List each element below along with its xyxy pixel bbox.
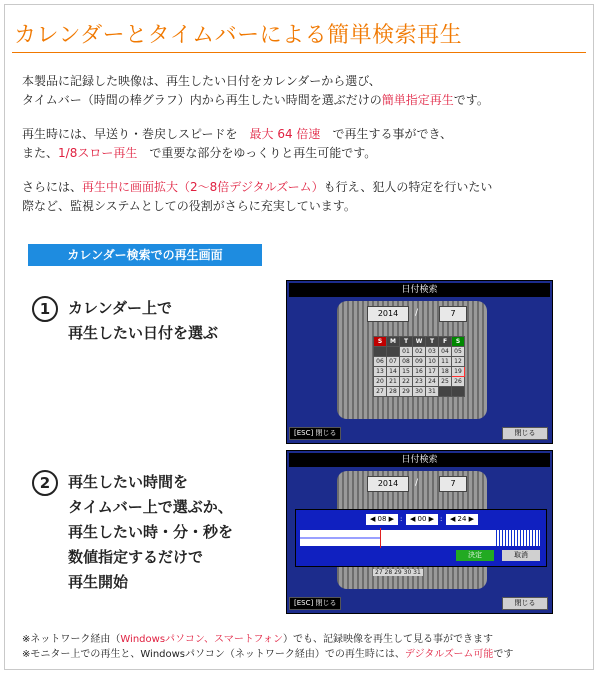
weekday-header: M [387, 337, 400, 347]
cancel-button[interactable]: 取消 [502, 550, 540, 561]
step-2-line: タイムバー上で選ぶか、 [68, 498, 233, 516]
step-2-text [68, 470, 233, 595]
step-1-number: 1 [32, 296, 58, 322]
calendar-day[interactable]: 23 [413, 377, 426, 387]
weekday-header: S [452, 337, 465, 347]
timebar-recorded-range [300, 537, 380, 539]
year-field[interactable]: 2014 [367, 306, 409, 322]
timebar-panel [295, 509, 547, 567]
p2-line1: 再生時には、早送り・巻戻しスピードを [22, 127, 250, 141]
second-stepper[interactable]: ◀ 24 ▶ [446, 514, 478, 525]
timebar-recording-marks [496, 530, 540, 546]
year-field[interactable]: 2014 [367, 476, 409, 492]
weekday-header: S [374, 337, 387, 347]
note-1-highlight: Windowsパソコン、スマートフォン [120, 634, 284, 645]
calendar-partial-row: 27 28 29 30 31 [375, 569, 421, 576]
paragraph-2 [22, 125, 452, 163]
note-1 [22, 632, 493, 647]
p1-line2-end: です。 [453, 93, 489, 107]
calendar-day-empty [374, 347, 387, 357]
month-field[interactable]: 7 [439, 306, 467, 322]
note-1-start: ※ネットワーク経由（ [22, 634, 121, 645]
paragraph-3 [22, 178, 492, 216]
time-separator: : [440, 515, 443, 523]
date-separator: / [415, 308, 419, 318]
calendar-day[interactable]: 28 [387, 387, 400, 397]
calendar-day[interactable]: 22 [400, 377, 413, 387]
timebar-cursor[interactable] [380, 528, 381, 548]
p1-line2: タイムバー（時間の棒グラフ）内から再生したい時間を選ぶだけの [22, 93, 382, 107]
weekday-header: W [413, 337, 426, 347]
p3-line1-end: も行え、犯人の特定を行いたい [323, 180, 493, 194]
p1-highlight: 簡単指定再生 [381, 93, 454, 107]
calendar-day[interactable]: 08 [400, 357, 413, 367]
calendar-day[interactable]: 31 [426, 387, 439, 397]
step-1-line: カレンダー上で [68, 299, 173, 317]
note-2-end: です [493, 649, 514, 660]
calendar-day-empty [452, 387, 465, 397]
confirm-button[interactable]: 決定 [456, 550, 494, 561]
calendar-day[interactable]: 17 [426, 367, 439, 377]
calendar-day[interactable]: 26 [452, 377, 465, 387]
calendar-day[interactable]: 15 [400, 367, 413, 377]
calendar-day[interactable]: 10 [426, 357, 439, 367]
note-2 [22, 647, 513, 662]
calendar-day[interactable]: 18 [439, 367, 452, 377]
calendar-screen [286, 280, 553, 444]
weekday-header: T [400, 337, 413, 347]
calendar-day[interactable]: 21 [387, 377, 400, 387]
p2-line2-end: で重要な部分をゆっくりと再生可能です。 [137, 146, 377, 160]
calendar-day-empty [387, 347, 400, 357]
esc-close-label[interactable]: [ESC] 閉じる [289, 597, 341, 610]
screen-title: 日付検索 [289, 283, 550, 297]
calendar-day-selected[interactable]: 19 [452, 367, 465, 377]
p3-line1: さらには、 [22, 180, 83, 194]
calendar-day[interactable]: 05 [452, 347, 465, 357]
step-2-line: 再生開始 [68, 573, 129, 591]
calendar-day[interactable]: 14 [387, 367, 400, 377]
step-1-line: 再生したい日付を選ぶ [68, 324, 219, 342]
time-separator: : [400, 515, 403, 523]
calendar-day[interactable]: 16 [413, 367, 426, 377]
weekday-header: F [439, 337, 452, 347]
close-button[interactable]: 閉じる [502, 597, 548, 610]
calendar-day[interactable]: 01 [400, 347, 413, 357]
close-button[interactable]: 閉じる [502, 427, 548, 440]
page-title: カレンダーとタイムバーによる簡単検索再生 [14, 23, 463, 48]
calendar-day[interactable]: 02 [413, 347, 426, 357]
calendar-day[interactable]: 27 [374, 387, 387, 397]
step-2-line: 再生したい時間を [68, 473, 189, 491]
p3-line2: 際など、監視システムとしての役割がさらに充実しています。 [22, 199, 356, 213]
calendar-day-empty [439, 387, 452, 397]
hour-stepper[interactable]: ◀ 08 ▶ [366, 514, 398, 525]
p3-highlight-zoom: 再生中に画面拡大（2〜8倍デジタルズーム） [82, 180, 324, 194]
note-2-start: ※モニター上での再生と、Windowsパソコン（ネットワーク経由）での再生時には、 [22, 649, 405, 660]
calendar-day[interactable]: 07 [387, 357, 400, 367]
step-2-line: 数値指定するだけで [68, 548, 204, 566]
calendar-day[interactable]: 12 [452, 357, 465, 367]
calendar-day[interactable]: 24 [426, 377, 439, 387]
calendar-day[interactable]: 09 [413, 357, 426, 367]
calendar-day[interactable]: 04 [439, 347, 452, 357]
calendar-day[interactable]: 30 [413, 387, 426, 397]
calendar-day[interactable]: 03 [426, 347, 439, 357]
calendar-day[interactable]: 29 [400, 387, 413, 397]
title-underline [12, 52, 586, 53]
calendar-day[interactable]: 13 [374, 367, 387, 377]
p2-line1-end: で再生する事ができ、 [320, 127, 452, 141]
p2-highlight-slow: 1/8スロー再生 [58, 146, 138, 160]
calendar-day[interactable]: 25 [439, 377, 452, 387]
calendar-day[interactable]: 11 [439, 357, 452, 367]
timebar-screen [286, 450, 553, 614]
date-separator: / [415, 478, 419, 488]
calendar-day[interactable]: 06 [374, 357, 387, 367]
step-2-number: 2 [32, 470, 58, 496]
note-2-highlight: デジタルズーム可能 [404, 649, 494, 660]
section-heading: カレンダー検索での再生画面 [28, 244, 262, 266]
screen-title: 日付検索 [289, 453, 550, 467]
step-2-line: 再生したい時・分・秒を [68, 523, 234, 541]
p2-line2: また、 [22, 146, 59, 160]
esc-close-label[interactable]: [ESC] 閉じる [289, 427, 341, 440]
step-1-text [68, 296, 218, 346]
minute-stepper[interactable]: ◀ 00 ▶ [406, 514, 438, 525]
calendar-grid [373, 336, 465, 397]
paragraph-1 [22, 72, 489, 110]
p2-highlight-speed: 最大 64 倍速 [249, 127, 321, 141]
p1-line1: 本製品に記録した映像は、再生したい日付をカレンダーから選び、 [22, 74, 381, 88]
month-field[interactable]: 7 [439, 476, 467, 492]
calendar-day[interactable]: 20 [374, 377, 387, 387]
weekday-header: T [426, 337, 439, 347]
note-1-end: ）でも、記録映像を再生して見る事ができます [283, 634, 494, 645]
